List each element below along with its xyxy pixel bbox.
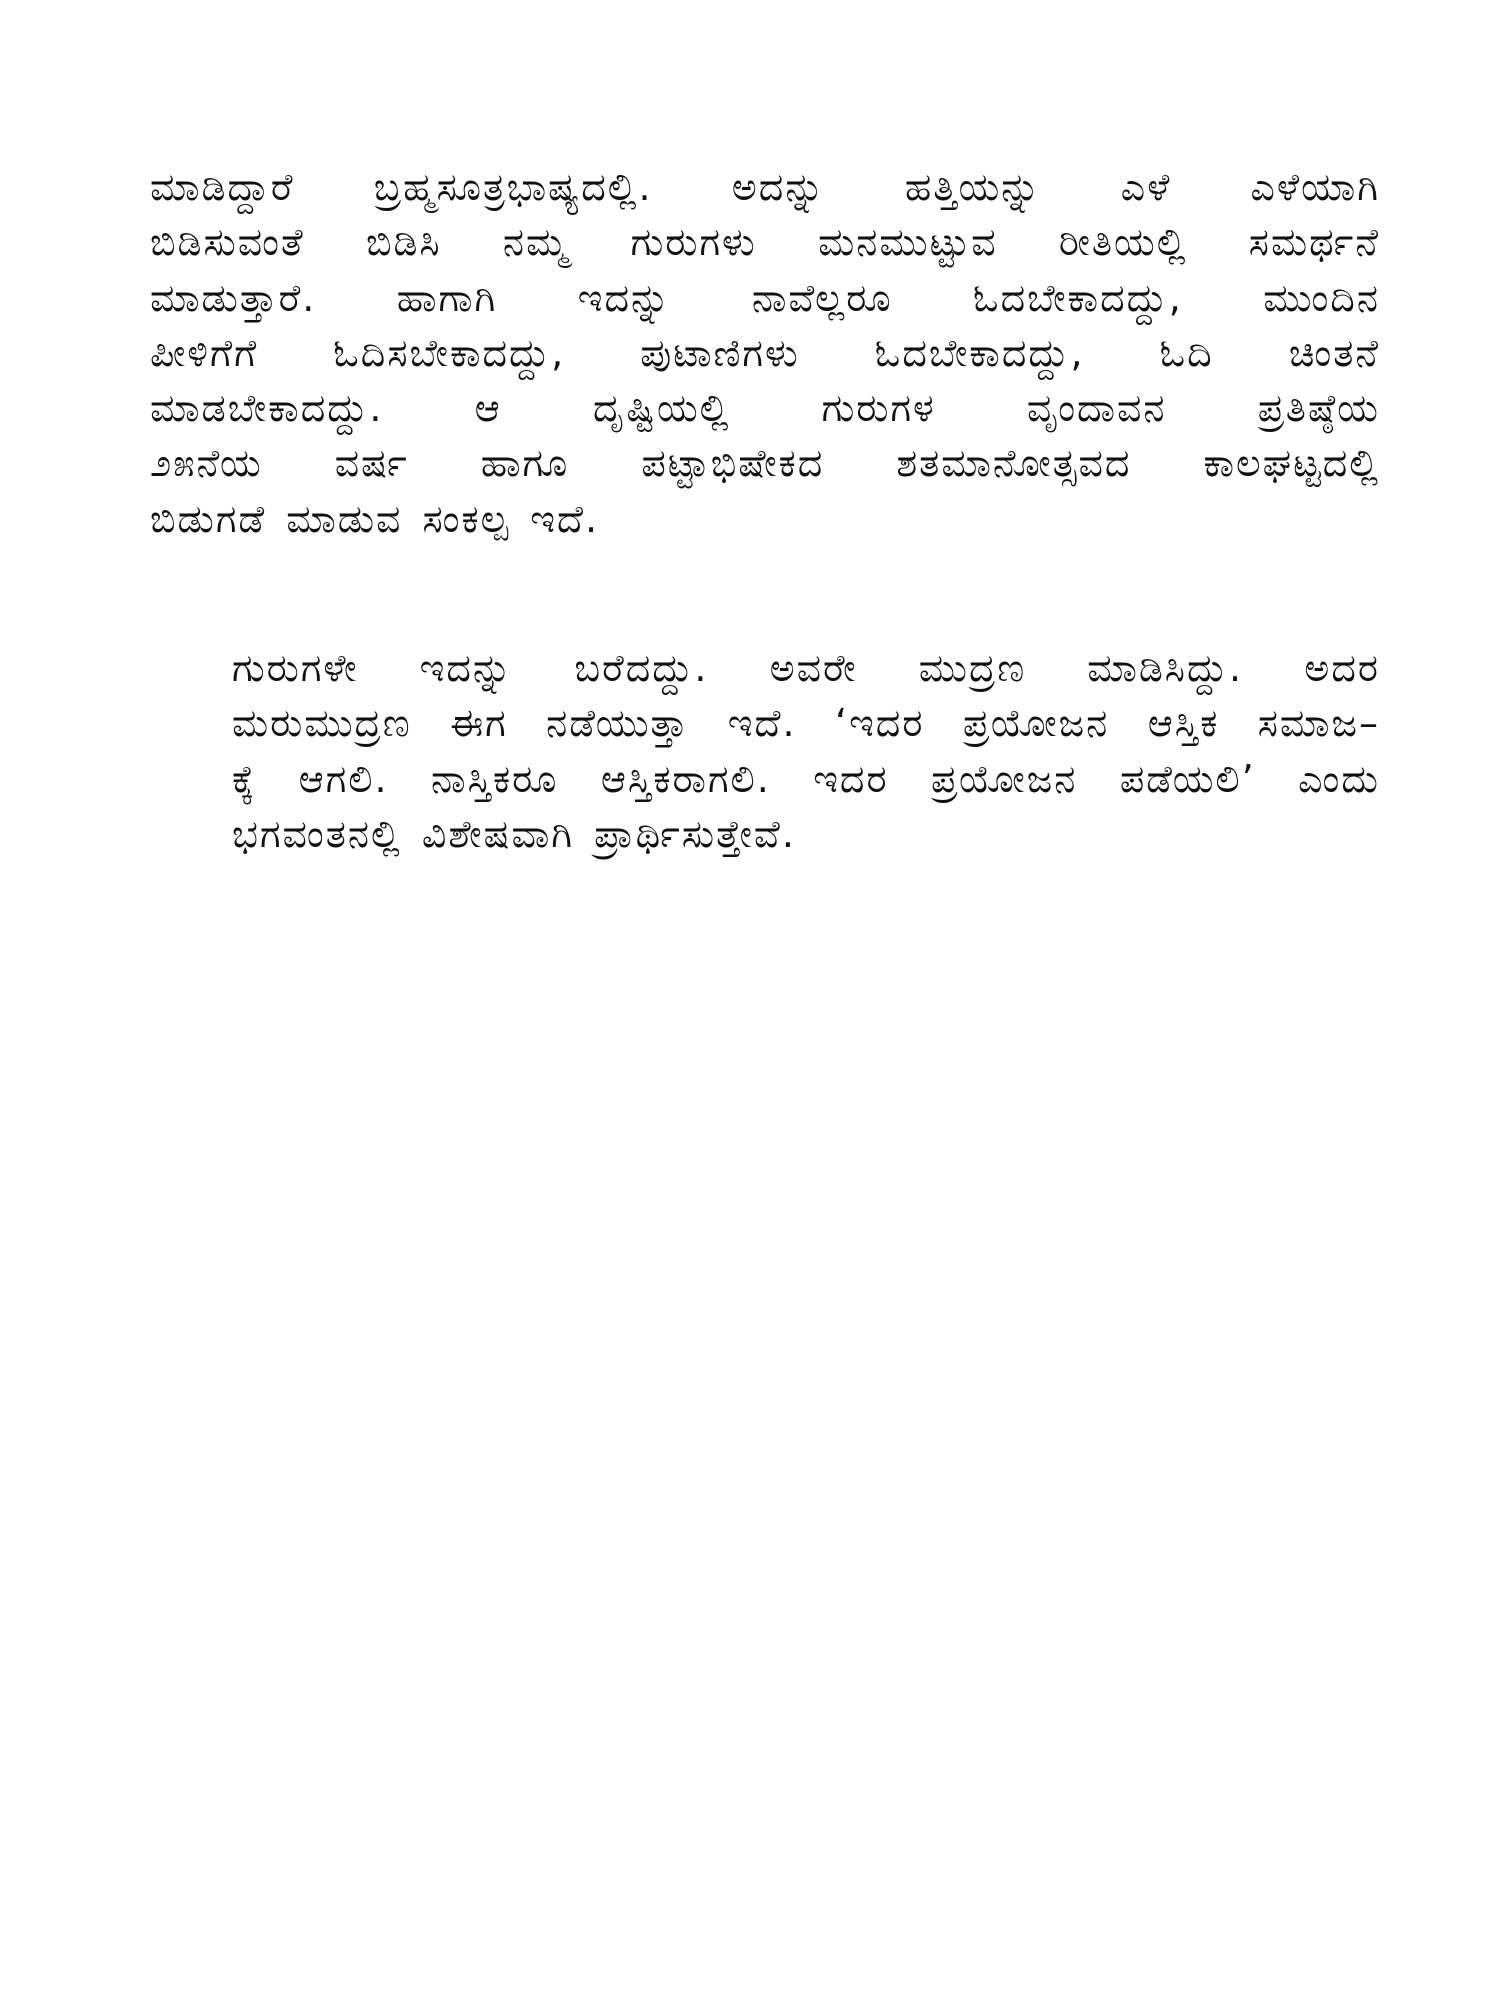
paragraph-line: ಪೀಳಿಗೆಗೆ ಓದಿಸಬೇಕಾದದ್ದು, ಪುಟಾಣಿಗಳು ಓದಬೇಕಾದದ್ದು, ಓದಿ ಚಿಂತನೆ [150,330,1380,375]
paragraph-2 [150,641,1380,862]
paragraph-line: ಬಿಡುಗಡೆ ಮಾಡುವ ಸಂಕಲ್ಪ ಇದೆ. [150,496,600,541]
paragraph-line: ಬಿಡಿಸುವಂತೆ ಬಿಡಿಸಿ ನಮ್ಮ ಗುರುಗಳು ಮನಮುಟ್ಟುವ ರೀತಿಯಲ್ಲಿ ಸಮರ್ಥನೆ [150,220,1380,265]
paragraph-line: ಮಾಡುತ್ತಾರೆ. ಹಾಗಾಗಿ ಇದನ್ನು ನಾವೆಲ್ಲರೂ ಓದಬೇಕಾದದ್ದು, ಮುಂದಿನ [150,275,1380,320]
paragraph-line: ೨೫ನೆಯ ವರ್ಷ ಹಾಗೂ ಪಟ್ಟಾಭಿಷೇಕದ ಶತಮಾನೋತ್ಸವದ ಕಾಲಘಟ್ಟದಲ್ಲಿ [150,441,1380,486]
paragraph-line: ಭಗವಂತನಲ್ಲಿ ವಿಶೇಷವಾಗಿ ಪ್ರಾರ್ಥಿಸುತ್ತೇವೆ. [232,811,796,856]
paragraph-line: ಮಾಡಬೇಕಾದದ್ದು. ಆ ದೃಷ್ಟಿಯಲ್ಲಿ ಗುರುಗಳ ವೃಂದಾವನ ಪ್ರತಿಷ್ಠೆಯ [150,386,1380,431]
paragraph-1 [150,160,1380,547]
paragraph-line: ಕ್ಕೆ ಆಗಲಿ. ನಾಸ್ತಿಕರೂ ಆಸ್ತಿಕರಾಗಲಿ. ಇದರ ಪ್ರಯೋಜನ ಪಡೆಯಲಿ’ ಎಂದು [232,756,1380,801]
paragraph-line: ಮಾಡಿದ್ದಾರೆ ಬ್ರಹ್ಮಸೂತ್ರಭಾಷ್ಯದಲ್ಲಿ. ಅದನ್ನು ಹತ್ತಿಯನ್ನು ಎಳೆ ಎಳೆಯಾಗಿ [150,165,1380,209]
paragraph-line: ಗುರುಗಳೇ ಇದನ್ನು ಬರೆದದ್ದು. ಅವರೇ ಮುದ್ರಣ ಮಾಡಿಸಿದ್ದು. ಅದರ [232,646,1380,690]
paragraph-line: ಮರುಮುದ್ರಣ ಈಗ ನಡೆಯುತ್ತಾ ಇದೆ. ‘ಇದರ ಪ್ರಯೋಜನ ಆಸ್ತಿಕ ಸಮಾಜ– [232,701,1380,746]
